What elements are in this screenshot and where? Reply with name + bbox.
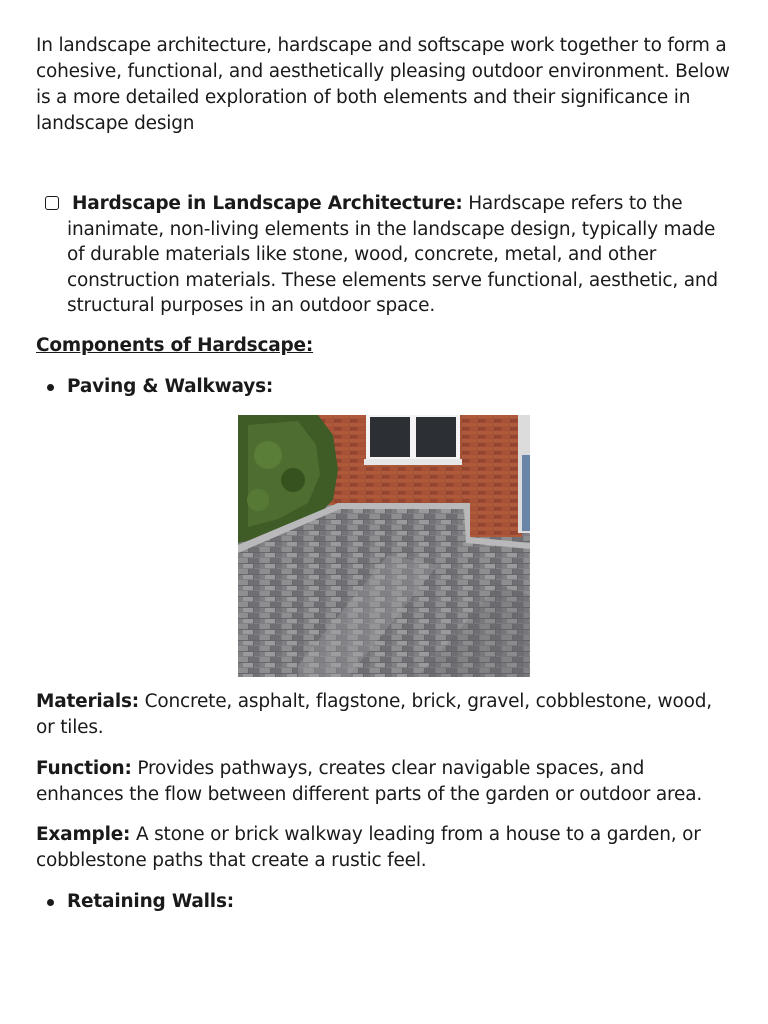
function-paragraph: [36, 756, 736, 808]
bullet-paving-label: Paving & Walkways:: [67, 376, 274, 397]
materials-label: Materials:: [36, 691, 139, 712]
function-label: Function:: [36, 758, 132, 779]
bullet-icon: [47, 384, 54, 391]
materials-text: Concrete, asphalt, flagstone, brick, gravel, cobblestone, wood, or tiles.: [36, 691, 712, 738]
checkbox-icon: [45, 196, 59, 210]
paved-driveway-photo: [238, 415, 530, 677]
components-heading: Components of Hardscape:: [36, 335, 314, 356]
intro-paragraph: In landscape architecture, hardscape and softscape work together to form a cohesive, functional, and aesthetically pleasing outdoor environment. Below is a more detailed exploration of both elements and their significance in landscape design: [36, 35, 730, 134]
example-label: Example:: [36, 824, 131, 845]
materials-paragraph: [36, 689, 736, 741]
bullet-icon: [47, 899, 54, 906]
bullet-retaining-label: Retaining Walls:: [67, 891, 234, 912]
hardscape-paragraph: [36, 191, 736, 319]
hardscape-title: Hardscape in Landscape Architecture:: [72, 193, 463, 214]
example-paragraph: [36, 822, 736, 874]
hardscape-text: Hardscape refers to the inanimate, non-living elements in the landscape design, typically made of durable materials like stone, wood, concrete, metal, and other construction materials. These elements serve functional, aesthetic, and structural purposes in an outdoor space.: [67, 193, 718, 316]
example-text: A stone or brick walkway leading from a house to a garden, or cobblestone paths that create a rustic feel.: [36, 824, 701, 871]
hardscape-item: [36, 191, 736, 319]
function-text: Provides pathways, creates clear navigable spaces, and enhances the flow between different parts of the garden or outdoor area.: [36, 758, 703, 805]
